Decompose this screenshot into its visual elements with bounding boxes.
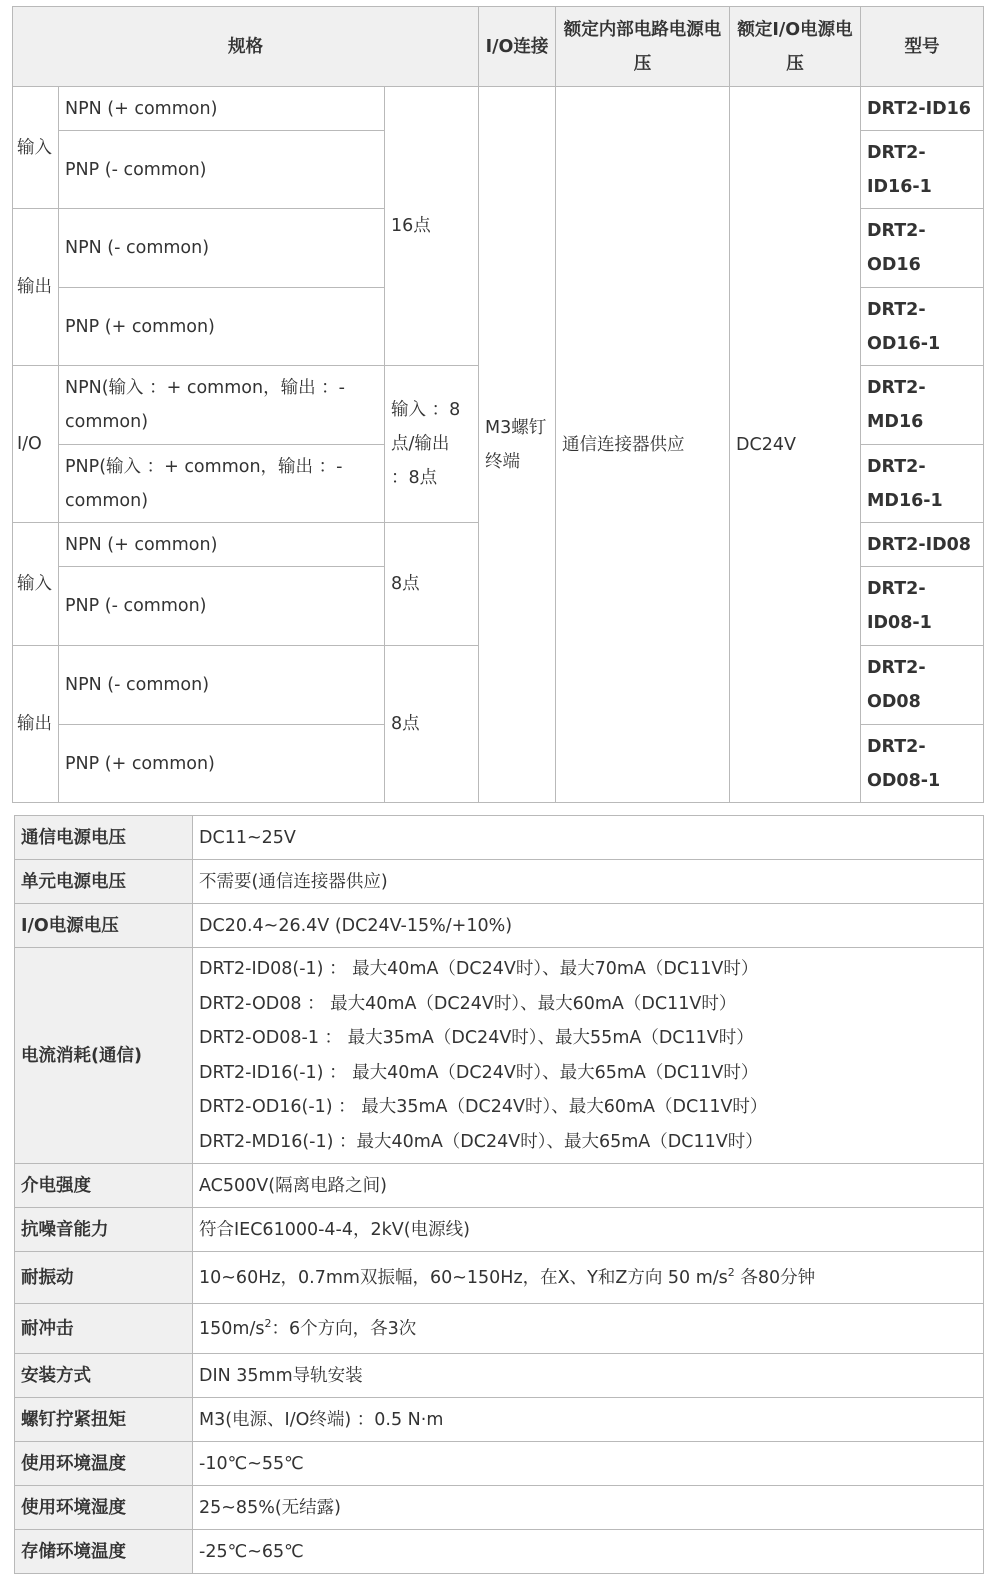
group-output: 输出 xyxy=(13,209,59,366)
current-consumption-value xyxy=(193,948,984,1164)
points-cell: 8点 xyxy=(385,646,479,803)
spec-value: DC20.4~26.4V (DC24V-15%/+10%) xyxy=(193,904,984,948)
spec-value: 符合IEC61000-4-4，2kV(电源线) xyxy=(193,1208,984,1252)
superscript: 2 xyxy=(264,1316,272,1330)
current-line: DRT2-ID16(-1) ： 最大40mA（DC24V时）、最大65mA（DC11V时） xyxy=(199,1062,759,1083)
current-line: DRT2-OD16(-1) ： 最大35mA（DC24V时）、最大60mA（DC11V时） xyxy=(199,1097,768,1117)
spec-label: 使用环境湿度 xyxy=(15,1486,193,1530)
spec-value: AC500V(隔离电路之间) xyxy=(193,1164,984,1208)
spec-label: 耐冲击 xyxy=(15,1304,193,1354)
spec-cell: PNP (- common) xyxy=(59,567,385,646)
spec-cell: NPN(输入 ：+ common，输出 ：- common) xyxy=(59,366,385,445)
spec-label: 抗噪音能力 xyxy=(15,1208,193,1252)
spec-cell: PNP (+ common) xyxy=(59,288,385,366)
spec-value: -10℃~55℃ xyxy=(193,1442,984,1486)
model-cell: DRT2-OD16 xyxy=(861,209,984,288)
group-output: 输出 xyxy=(13,646,59,803)
points-cell: 16点 xyxy=(385,87,479,366)
spec-label: 螺钉拧紧扭矩 xyxy=(15,1398,193,1442)
spec-value: DIN 35mm导轨安装 xyxy=(193,1354,984,1398)
io-connection-cell: M3螺钉终端 xyxy=(479,87,556,803)
current-line: DRT2-OD08-1 ： 最大35mA（DC24V时）、最大55mA（DC11V时） xyxy=(199,1028,754,1048)
shock-text: 150m/s xyxy=(199,1318,265,1339)
model-cell: DRT2-MD16 xyxy=(861,366,984,445)
model-cell: DRT2-MD16-1 xyxy=(861,445,984,523)
model-cell: DRT2-ID08-1 xyxy=(861,567,984,646)
header-io-voltage: 额定I/O电源电压 xyxy=(730,7,861,87)
superscript: 2 xyxy=(727,1265,735,1279)
spec-label: 存储环境温度 xyxy=(15,1530,193,1574)
spec-label: 使用环境温度 xyxy=(15,1442,193,1486)
header-spec: 规格 xyxy=(13,7,479,87)
spec-label: 通信电源电压 xyxy=(15,816,193,860)
spec-value: M3(电源、I/O终端) ：0.5 N·m xyxy=(193,1398,984,1442)
spec-label: I/O电源电压 xyxy=(15,904,193,948)
spec-cell: PNP(输入 ：+ common，输出 ：- common) xyxy=(59,445,385,523)
points-cell: 8点 xyxy=(385,523,479,646)
model-cell: DRT2-ID08 xyxy=(861,523,984,567)
vibration-text: 10~60Hz，0.7mm双振幅，60~150Hz，在X、Y和Z方向 50 m/s xyxy=(199,1267,728,1288)
spec-label: 安装方式 xyxy=(15,1354,193,1398)
spec-label: 耐振动 xyxy=(15,1252,193,1304)
spec-cell: PNP (- common) xyxy=(59,131,385,209)
spec-cell: NPN (- common) xyxy=(59,646,385,725)
group-input: 输入 xyxy=(13,87,59,209)
header-model: 型号 xyxy=(861,7,984,87)
spec-label: 单元电源电压 xyxy=(15,860,193,904)
spec-value: 不需要(通信连接器供应) xyxy=(193,860,984,904)
header-io-connection: I/O连接 xyxy=(479,7,556,87)
shock-value xyxy=(193,1304,984,1354)
spec-value: DC11~25V xyxy=(193,816,984,860)
model-cell: DRT2-ID16-1 xyxy=(861,131,984,209)
model-cell: DRT2-OD16-1 xyxy=(861,288,984,366)
io-voltage-cell: DC24V xyxy=(730,87,861,803)
spec-table xyxy=(12,6,984,803)
spec-cell: PNP (+ common) xyxy=(59,725,385,803)
spec-value: -25℃~65℃ xyxy=(193,1530,984,1574)
internal-voltage-cell: 通信连接器供应 xyxy=(556,87,730,803)
spec-cell: NPN (- common) xyxy=(59,209,385,288)
current-line: DRT2-OD08 ： 最大40mA（DC24V时）、最大60mA（DC11V时） xyxy=(199,993,737,1014)
spec-label: 介电强度 xyxy=(15,1164,193,1208)
spec-label: 电流消耗(通信) xyxy=(15,948,193,1164)
spec-cell: NPN (+ common) xyxy=(59,523,385,567)
spec-value: 25~85%(无结露) xyxy=(193,1486,984,1530)
group-input: 输入 xyxy=(13,523,59,646)
model-cell: DRT2-OD08-1 xyxy=(861,725,984,803)
current-line: DRT2-ID08(-1) ： 最大40mA（DC24V时）、最大70mA（DC11V时） xyxy=(199,959,759,979)
current-line: DRT2-MD16(-1) ：最大40mA（DC24V时）、最大65mA（DC11V时） xyxy=(199,1131,763,1152)
general-spec-table xyxy=(14,815,984,1574)
group-io: I/O xyxy=(13,366,59,523)
points-cell: 输入 ：8点/输出 ：8点 xyxy=(385,366,479,523)
vibration-value xyxy=(193,1252,984,1304)
model-cell: DRT2-OD08 xyxy=(861,646,984,725)
model-cell: DRT2-ID16 xyxy=(861,87,984,131)
header-internal-voltage: 额定内部电路电源电压 xyxy=(556,7,730,87)
spec-cell: NPN (+ common) xyxy=(59,87,385,131)
shock-text-suffix: ：6个方向，各3次 xyxy=(271,1318,417,1339)
vibration-text-suffix: 各80分钟 xyxy=(734,1267,816,1288)
